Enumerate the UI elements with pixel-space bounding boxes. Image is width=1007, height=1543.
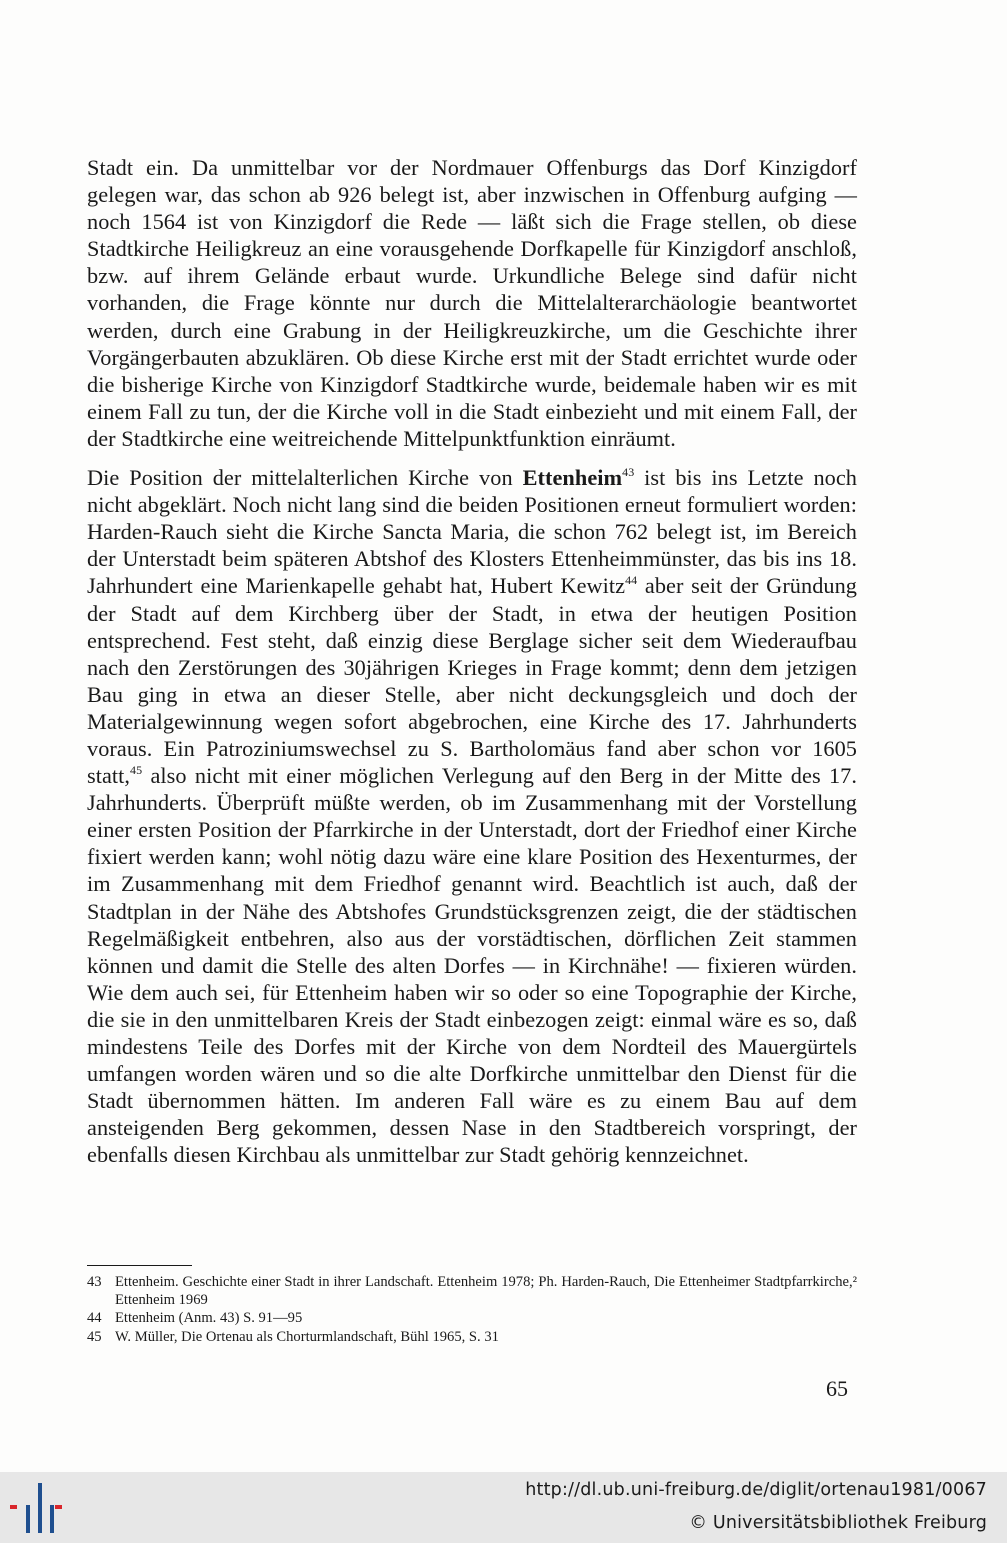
- viewer-footer: [0, 1472, 1007, 1543]
- paragraph: [87, 464, 857, 1168]
- footnote-text: Ettenheim (Anm. 43) S. 91—95: [115, 1310, 303, 1327]
- footnotes: [87, 1273, 857, 1346]
- footnote-text: W. Müller, Die Ortenau als Chorturmlandschaft, Bühl 1965, S. 31: [115, 1328, 499, 1345]
- emphasized-place-name: Ettenheim: [522, 465, 623, 491]
- text-segment: also nicht mit einer möglichen Verlegung auf den Berg in der Mitte des 17. Jahrhunderts. Überprüft müßte werden, ob im Zusammenhang mit der Vorstellung einer ersten Position der Pfarrkirche in der Unterstadt, dort der Friedhof einer Kirche fixiert werden kann; wohl nötig dazu wäre eine klare Position des Hexenturmes, der im Zusammenhang mit dem Friedhof genannt wird. Beachtlich ist auch, daß der Stadtplan in der Nähe des Abtshofes Grundstücksgrenzen zeigt, die der städtischen Regelmäßigkeit entbehren, also aus der vorstädtischen, dörflichen Zeit stammen können und damit die Stelle des alten Dorfes — in Kirchnähe! — fixieren würden. Wie dem auch sei, für Ettenheim haben wir so oder so eine Topographie der Kirche, die sie in den unmittelbaren Kreis der Stadt einbezogen zeigt: einmal wäre es so, daß mindestens Teile des Dorfes mit der Kirche von dem Nordteil des Mauergürtels umfangen worden wären und so die alte Dorfkirche unmittelbar den Dienst für die Stadt übernommen hätten. Im anderen Fall wäre es zu einem Bau auf dem ansteigenden Berg gekommen, dessen Nase in den Stadtbereich vorspringt, der ebenfalls diesen Kirchbau als unmittelbar zur Stadt gehörig kennzeichnet.: [87, 763, 857, 1168]
- footnote-number: 43: [87, 1274, 102, 1290]
- copyright-notice: © Universitätsbibliothek Freiburg: [689, 1513, 987, 1533]
- footnote-number: 45: [87, 1328, 102, 1345]
- footnote-reference: 45: [130, 763, 143, 778]
- footnote: [87, 1273, 857, 1309]
- footnote-text: Ettenheim. Geschichte einer Stadt in ihrer Landschaft. Ettenheim 1978; Ph. Harden-Rauch, Die Ettenheimer Stadtpfarrkirche,² Ettenheim 1969: [115, 1274, 857, 1309]
- footnote-divider: [87, 1265, 192, 1266]
- footnote-reference: 43: [622, 465, 635, 480]
- text-segment: ist bis ins Letzte noch nicht abgeklärt. Noch nicht lang sind die beiden Positionen erneut formuliert worden: Harden-Rauch sieht die Kirche Sancta Maria, die schon 762 belegt ist, im Bereich der Unterstadt beim späteren Abtshof des Klosters Ettenheimmünster, das bis ins 18. Jahrhundert eine Marienkapelle gehabt hat, Hubert Kewitz: [87, 465, 858, 599]
- ub-freiburg-logo-icon: [10, 1483, 62, 1533]
- footnote: [87, 1309, 857, 1327]
- paragraph: [87, 154, 857, 452]
- text-segment: aber seit der Gründung der Stadt auf dem Kirchberg über der Stadt, in etwa der heutigen Position entsprechend. Fest steht, daß einzig diese Berglage sicher seit dem Wiederaufbau nach den Zerstörungen des 30jährigen Krieges in Frage kommt; denn dem jetzigen Bau ging in etwa an dieser Stelle, aber nicht deckungsgleich und doch der Materialgewinnung wegen sofort abgebrochen, eine Kirche des 17. Jahrhunderts voraus. Ein Patroziniumswechsel zu S. Bartholomäus fand aber schon vor 1605 statt,: [87, 573, 857, 789]
- body-text: [87, 154, 857, 1168]
- footnote: [87, 1328, 857, 1346]
- footnote-number: 44: [87, 1310, 102, 1327]
- text-segment: Stadt ein. Da unmittelbar vor der Nordmauer Offenburgs das Dorf Kinzigdorf gelegen war, das schon ab 926 belegt ist, aber inzwischen in Offenburg aufging — noch 1564 ist von Kinzigdorf die Rede — läßt sich die Frage stellen, ob diese Stadtkirche Heiligkreuz an eine vorausgehende Dorfkapelle für Kinzigdorf anschloß, bzw. auf ihrem Gelände erbaut wurde. Urkundliche Belege sind dafür nicht vorhanden, die Frage könnte nur durch die Mittelalterarchäologie beantwortet werden, durch eine Grabung in der Heiligkreuzkirche, um die Geschichte ihrer Vorgängerbauten abzuklären. Ob diese Kirche erst mit der Stadt errichtet wurde oder die bisherige Kirche von Kinzigdorf Stadtkirche wurde, beidemale haben wir es mit einem Fall zu tun, der die Kirche voll in die Stadt einbezieht und mit einem Fall, der der Stadtkirche eine weitreichende Mittelpunktfunktion einräumt.: [87, 155, 857, 451]
- document-url[interactable]: http://dl.ub.uni-freiburg.de/diglit/ortenau1981/0067: [525, 1480, 987, 1500]
- footnote-reference: 44: [625, 573, 638, 588]
- page-number: 65: [826, 1376, 848, 1401]
- text-segment: Die Position der mittelalterlichen Kirche von: [87, 465, 523, 491]
